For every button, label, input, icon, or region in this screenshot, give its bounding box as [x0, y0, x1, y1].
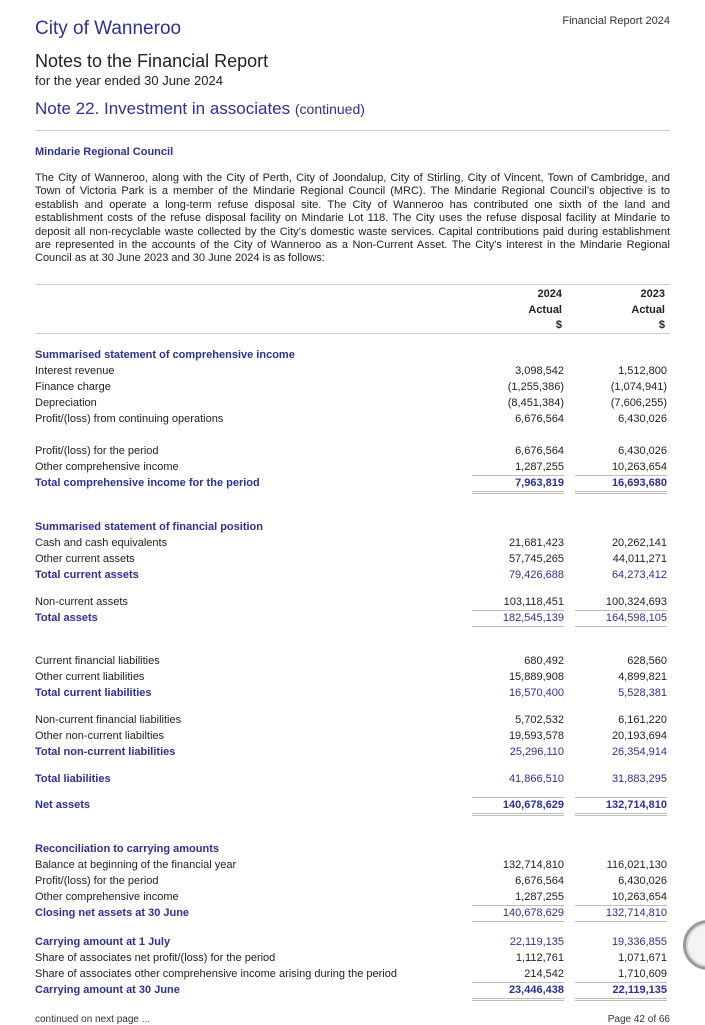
notes-title: Notes to the Financial Report	[35, 51, 269, 71]
column-year: 2024	[537, 288, 562, 300]
note-title-text: Note 22. Investment in associates	[35, 99, 291, 118]
column-unit: $	[658, 319, 665, 331]
value-2023: 44,011,271	[612, 553, 667, 565]
value-2024: (8,451,384)	[507, 397, 564, 409]
row-label: Carrying amount at 30 June	[35, 984, 180, 996]
value-2023: 1,071,671	[618, 952, 667, 964]
table-row	[35, 567, 670, 583]
value-2023: 164,598,105	[575, 610, 667, 627]
row-label: Summarised statement of comprehensive income	[35, 349, 295, 361]
value-2024: (1,255,386)	[507, 381, 564, 393]
value-2023: 22,119,135	[575, 982, 667, 1001]
value-2024: 140,678,629	[472, 797, 564, 816]
value-2024: 79,426,688	[508, 569, 564, 581]
row-label: Total current liabilities	[35, 687, 152, 699]
value-2024: 6,676,564	[515, 445, 564, 457]
value-2023: 20,193,694	[611, 730, 667, 742]
table-row	[35, 728, 670, 744]
table-row	[35, 475, 670, 491]
section-paragraph: The City of Wanneroo, along with the City of Perth, City of Joondalup, City of Stirling, City of Vincent, Town of Cambridge, and Town of Victoria Park is a member of the Mindarie Regional Council (MRC). The Mindarie Regional Council’s objective is to establish and operate a long-term refuse disposal site. The City of Wanneroo has contributed one sixth of the land and establishment costs of the refuse disposal facility on Mindarie Lot 118. The City uses the refuse disposal facility at Mindarie to deposit all non-recyclable waste collected by the City’s domestic waste services. Capital contributions paid during establishment are represented in the accounts of the City of Wanneroo as a Non-Current Asset. The City's interest in the Mindarie Regional Council as at 30 June 2023 and 30 June 2024 is as follows:	[35, 172, 670, 265]
value-2024: 7,963,819	[472, 475, 564, 494]
table-section-heading	[35, 519, 670, 535]
section-title: Mindarie Regional Council	[35, 146, 174, 158]
row-label: Total comprehensive income for the period	[35, 477, 260, 489]
value-2023: 10,263,654	[611, 891, 667, 903]
table-row	[35, 934, 670, 950]
row-label: Other comprehensive income	[35, 461, 179, 473]
table-section-heading	[35, 347, 670, 363]
table-row	[35, 982, 670, 998]
row-label: Non-current financial liabilities	[35, 714, 182, 726]
value-2024: 41,866,510	[508, 773, 564, 785]
column-header-2023	[575, 287, 665, 334]
table-section-heading	[35, 841, 670, 857]
value-2023: 6,430,026	[618, 413, 667, 425]
accessibility-badge-icon[interactable]	[683, 920, 705, 970]
value-2023: (7,606,255)	[610, 397, 667, 409]
table-row	[35, 797, 670, 813]
note-continued: (continued)	[294, 101, 365, 117]
table-row	[35, 950, 670, 966]
table-row	[35, 873, 670, 889]
value-2024: 1,287,255	[515, 461, 564, 473]
value-2024: 6,676,564	[515, 875, 564, 887]
row-label: Other current liabilities	[35, 671, 145, 683]
table-row	[35, 610, 670, 626]
row-label: Non-current assets	[35, 596, 128, 608]
table-row	[35, 905, 670, 921]
value-2024: 5,702,532	[515, 714, 564, 726]
value-2024: 680,492	[524, 655, 564, 667]
row-label: Total liabilities	[35, 773, 111, 785]
value-2024: 214,542	[524, 968, 564, 980]
table-row	[35, 653, 670, 669]
organisation-title: City of Wanneroo	[35, 18, 182, 39]
row-label: Profit/(loss) for the period	[35, 445, 159, 457]
row-label: Share of associates other comprehensive income arising during the period	[35, 968, 397, 980]
value-2023: 1,710,609	[618, 968, 667, 980]
table-row	[35, 535, 670, 551]
row-label: Cash and cash equivalents	[35, 537, 168, 549]
row-label: Total non-current liabilities	[35, 746, 176, 758]
row-label: Other current assets	[35, 553, 135, 565]
value-2024: 3,098,542	[515, 365, 564, 377]
table-row	[35, 771, 670, 787]
row-label: Total current assets	[35, 569, 139, 581]
footer-continued: continued on next page ...	[35, 1014, 151, 1025]
table-row	[35, 857, 670, 873]
value-2023: 4,899,821	[618, 671, 667, 683]
table-row	[35, 669, 670, 685]
table-row	[35, 966, 670, 982]
row-label: Closing net assets at 30 June	[35, 907, 190, 919]
table-row	[35, 551, 670, 567]
value-2024: 21,681,423	[508, 537, 564, 549]
value-2023: 31,883,295	[611, 773, 667, 785]
footer-page-number: Page 42 of 66	[607, 1014, 670, 1025]
value-2023: 132,714,810	[575, 797, 667, 816]
column-basis: Actual	[631, 303, 665, 316]
row-label: Net assets	[35, 799, 91, 811]
report-label: Financial Report 2024	[562, 15, 670, 27]
row-label: Carrying amount at 1 July	[35, 936, 171, 948]
value-2023: 26,354,914	[611, 746, 667, 758]
value-2023: 5,528,381	[618, 687, 667, 699]
value-2023: 64,273,412	[611, 569, 667, 581]
value-2024: 1,287,255	[515, 891, 564, 903]
value-2024: 140,678,629	[472, 905, 564, 922]
value-2024: 6,676,564	[515, 413, 564, 425]
table-row	[35, 459, 670, 475]
value-2024: 22,119,135	[509, 936, 564, 948]
row-label: Other comprehensive income	[35, 891, 179, 903]
period-subtitle: for the year ended 30 June 2024	[35, 73, 223, 88]
row-label: Balance at beginning of the financial year	[35, 859, 237, 871]
table-row	[35, 363, 670, 379]
table-row	[35, 443, 670, 459]
row-label: Summarised statement of financial position	[35, 521, 263, 533]
table-divider	[35, 284, 670, 285]
value-2023: 6,161,220	[618, 714, 667, 726]
table-row	[35, 712, 670, 728]
value-2024: 57,745,265	[508, 553, 564, 565]
row-label: Depreciation	[35, 397, 97, 409]
table-row	[35, 744, 670, 760]
value-2023: 6,430,026	[618, 875, 667, 887]
column-unit: $	[555, 319, 562, 331]
table-row	[35, 379, 670, 395]
row-label: Profit/(loss) for the period	[35, 875, 159, 887]
column-year: 2023	[640, 288, 665, 300]
row-label: Profit/(loss) from continuing operations	[35, 413, 224, 425]
value-2023: 1,512,800	[618, 365, 667, 377]
value-2023: 628,560	[627, 655, 667, 667]
table-header-divider	[35, 333, 670, 334]
row-label: Current financial liabilities	[35, 655, 160, 667]
value-2023: 16,693,680	[575, 475, 667, 494]
row-label: Total assets	[35, 612, 98, 624]
table-row	[35, 411, 670, 427]
value-2024: 182,545,139	[472, 610, 564, 627]
table-row	[35, 685, 670, 701]
value-2024: 1,112,761	[515, 952, 564, 964]
table-row	[35, 889, 670, 905]
value-2023: 116,021,130	[606, 859, 667, 871]
value-2024: 25,296,110	[509, 746, 564, 758]
divider	[35, 130, 670, 131]
value-2024: 23,446,438	[472, 982, 564, 1001]
row-label: Share of associates net profit/(loss) for the period	[35, 952, 276, 964]
row-label: Other non-current liabilties	[35, 730, 165, 742]
table-row	[35, 594, 670, 610]
value-2024: 16,570,400	[508, 687, 564, 699]
value-2023: (1,074,941)	[610, 381, 667, 393]
value-2023: 132,714,810	[575, 905, 667, 922]
column-basis: Actual	[528, 303, 562, 316]
value-2023: 100,324,693	[605, 596, 667, 608]
row-label: Reconciliation to carrying amounts	[35, 843, 219, 855]
row-label: Finance charge	[35, 381, 111, 393]
value-2024: 103,118,451	[503, 596, 564, 608]
value-2023: 10,263,654	[611, 461, 667, 473]
value-2024: 19,593,578	[508, 730, 564, 742]
value-2024: 132,714,810	[502, 859, 564, 871]
value-2023: 6,430,026	[618, 445, 667, 457]
note-title	[35, 99, 365, 119]
column-header-2024	[472, 287, 562, 334]
table-row	[35, 395, 670, 411]
value-2023: 20,262,141	[611, 537, 667, 549]
value-2023: 19,336,855	[611, 936, 667, 948]
row-label: Interest revenue	[35, 365, 115, 377]
value-2024: 15,889,908	[508, 671, 564, 683]
